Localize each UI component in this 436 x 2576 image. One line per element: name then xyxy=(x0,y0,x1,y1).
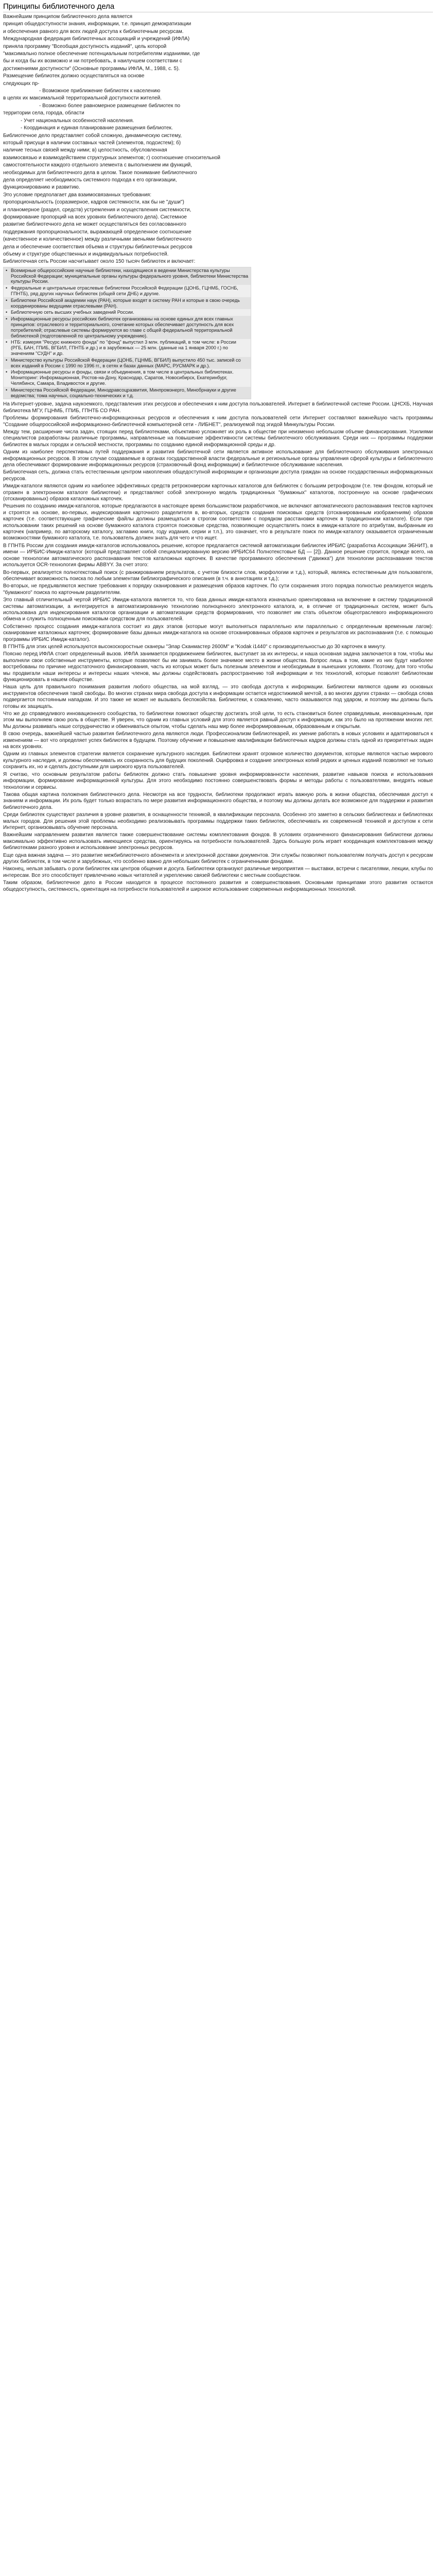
intro-line: функционированию и развитию. xyxy=(3,184,80,191)
list-item xyxy=(4,357,251,369)
intro-line: и обеспечения равного для всех людей доступа к библиотечным ресурсам. xyxy=(3,28,184,35)
document-page xyxy=(0,0,436,893)
paragraph: Проблемы формирования библиотечно-информационных ресурсов и обеспечения к ним доступа пользователей сети Интернет составляют важнейшую часть программы "Создание общероссийской информационно-библиотечной компьютерной сети - ЛИБНЕТ", реализуемой под эгидой Минкультуры России. xyxy=(3,415,433,428)
intro-line: взаимосвязью и взаимодействием структурных элементов; г) соотношение относительной xyxy=(3,155,221,161)
paragraph: Наконец, нельзя забывать о роли библиотек как центров общения и досуга. Библиотеки организуют различные мероприятия — выставки, встречи с писателями, лекции, клубы по интересам. Все это способствует привлечению новых читателей и укреплению связей библиотеки с местным сообществом. xyxy=(3,866,433,878)
paragraph: Еще одна важная задача — это развитие межбиблиотечного абонемента и электронной доставки документов. Эти службы позволяют пользователям получать доступ к ресурсам других библиотек, в том числе и зарубежных, что особенно важно для небольших библиотек с ограниченными фондами. xyxy=(3,852,433,865)
bullet-icon: • xyxy=(6,267,8,273)
intro-line: (качественное и количественное) между различными звеньями библиотечного xyxy=(3,236,192,243)
intro-line: поддержания пропорциональности, выражающей определенное соотношение xyxy=(3,229,191,235)
paragraph: Имидж-каталоги являются одним из наиболее эффективных средств ретроконверсии карточных каталогов для библиотек с большим ретрофондом (т.е. тем фондом, который не отражен в электронном каталоге библиотеки) и представляют собой электронную модель традиционных "бумажных" каталогов, построенную на основе графических (отсканированных) образов каталожных карточек. xyxy=(3,483,433,502)
intro-line: дела и обеспечение соответствия объема и структуры библиотечных ресурсов xyxy=(3,244,193,250)
list-item-text: Библиотечную сеть высших учебных заведений России. xyxy=(11,310,134,315)
paragraph: В свою очередь, важнейшей частью развития библиотечного дела являются люди. Профессионализм библиотекарей, их умение работать в новых условиях и адаптироваться к изменениям — вот что определяет успех библиотек в будущем. Поэтому обучение и повышение квалификации библиотечных кадров должны стать одной из приоритетных задач на всех уровнях. xyxy=(3,731,433,750)
paragraph: Между тем, расширение числа задач, стоящих перед библиотеками, объективно усложняет их роль в обществе при неизменно небольшом объеме финансирования. Усилиями специалистов разработаны различные программы, направленные на повышение эффективности системы библиотечного обслуживания. Среди них — программы поддержки библиотек в малых городах и сельской местности, программы по созданию единой информационной среды и др. xyxy=(3,429,433,448)
intro-line: "максимально полное обеспечение потенциальным потребителям изданиями, где xyxy=(3,51,200,57)
intro-line: наличие тесных связей между ними; в) целостность, обусловленная xyxy=(3,147,167,154)
paragraph: В ГПНТБ для этих целей используются высокоскоростные сканеры "Элар Сканмастер 2600М" и "Kodak i1440" с производительностью до 30 карточек в минуту. xyxy=(3,643,386,650)
principle-item: - Возможное приближение библиотек к населению xyxy=(39,88,161,94)
intro-line: пропорциональность (соразмерное, кадров системности, как бы не "души") xyxy=(3,199,184,206)
list-item xyxy=(4,316,251,339)
bullet-icon: • xyxy=(6,285,8,291)
list-item-text: НТБ: измеряя "Ресурс книжного фонда" по "фонд" выпустил 3 млн. публикаций, в том числе: в России (РГБ, БАН, ГПИБ, ВГБИЛ, ГПНТБ и др.) и в зарубежных — 25 млн. (данные на 1 января 2000 г.) по значениям "СУДН" и др. xyxy=(11,340,236,356)
list-item xyxy=(4,285,251,297)
bullet-icon: • xyxy=(6,357,8,363)
paragraph: Среди библиотек существуют различия в уровне развития, в оснащенности техникой, в квалификации персонала. Особенно это заметно в сельских библиотеках и библиотеках малых городов. Для решения этой проблемы необходимо реализовывать программы поддержки таких библиотек, обеспечивать их современной техникой и доступом к сети Интернет, организовывать обучение персонала. xyxy=(3,812,433,831)
intro-line: который присущи в наличии составных частей (элементов, подсистем); б) xyxy=(3,140,181,146)
paragraph: Во-вторых, не предъявляются жесткие требования к порядку сканирования и размещения образов карточек. По сути сохранения этого порядка полностью реализуется модель "бумажного" поиска по карточным разделителям. xyxy=(3,583,433,596)
paragraph: Собственно процесс создания имидж-каталога состоит из двух этапов (которые могут выполняться параллельно или параллельно с определенным временным лагом): сканирование каталожных карточек; формирование базы данных имидж-каталога на основе отсканированных образов карточек и результатов их распознавания (т.е. с помощью программы ИРБИС Имидж-каталог). xyxy=(3,623,433,642)
intro-line: Библиотечная сеть России насчитывает около 150 тысяч библиотек и включает: xyxy=(3,259,196,265)
bullet-icon: • xyxy=(6,340,8,345)
bullet-icon: • xyxy=(6,316,8,322)
intro-line: необходимых для библиотечного дела в целом. Такое понимание библиотечного xyxy=(3,170,197,176)
intro-line: территории села, города, области xyxy=(3,110,84,116)
bullet-icon: • xyxy=(6,297,8,303)
library-network-list xyxy=(3,267,251,400)
intro-section xyxy=(3,14,433,265)
list-item-text: Всемирные общероссийские научные библиотеки, находящиеся в ведении Министерства культуры Российской Федерации; муниципальные органы культуры федерального уровня, библиотеки Министерства культуры России. xyxy=(11,267,249,284)
paragraph: Такова общая картина положения библиотечного дела. Несмотря на все трудности, библиотеки продолжают играть важную роль в жизни общества, обеспечивая доступ к знаниям и информации. Их роль будет только возрастать по мере развития информационного общества, и поэтому мы должны делать все возможное для поддержки и развития библиотечного дела. xyxy=(3,791,433,810)
intro-line: принцип общедоступности знания, информации, т.е. принцип демократизации xyxy=(3,21,191,27)
list-item xyxy=(4,309,251,316)
list-item xyxy=(4,297,251,310)
paragraph: Одним из наиболее перспективных путей поддержания и развития библиотечной сети является активное использование для библиотечного обслуживания электронных информационных ресурсов. В этом случае создаваемые в органах государственной власти федеральные и региональные органы управления сферой культуры и библиотечного дела обеспечивают формирование информационных ресурсов (страховочный фонд информации) и библиотечное обслуживание населения. xyxy=(3,449,433,468)
list-item-text: Министерство культуры Российской Федерации (ЦОНБ, ГЦНМБ, ВГБИЛ) выпустило 450 тыс. записей со всех изданий в России с 1990 по 1996 гг., в сетях и базах данных (МАРС, РУСМАРК и др.). xyxy=(11,357,241,368)
list-item xyxy=(4,339,251,357)
principle-item: - Возможно более равномерное размещение библиотек по xyxy=(39,103,181,109)
bullet-icon: • xyxy=(6,387,8,393)
bullet-icon: • xyxy=(6,369,8,375)
paragraph: Я считаю, что основным результатом работы библиотек должно стать повышение уровня информированности населения, развитие навыков поиска и использования информации, формирование информационной культуры. Для этого необходимо постоянно совершенствовать формы и методы работы с пользователями, внедрять новые технологии и сервисы. xyxy=(3,771,433,790)
list-item xyxy=(4,267,251,285)
paragraph: Одним из главных элементов стратегии является сохранение культурного наследия. Библиотеки хранят огромное количество документов, которые являются частью мирового культурного наследия, и должны обеспечивать их сохранность для будущих поколений. Оцифровка и создание электронных копий редких и ценных изданий позволяют не только сохранить их, но и сделать доступными для широкого круга пользователей. xyxy=(3,751,433,770)
intro-line: Это условие предполагает два взаимосвязанных требования: xyxy=(3,192,151,198)
intro-line: в целях их максимальной территориальной доступности жителей. xyxy=(3,95,162,101)
list-item-text: Библиотеки Российской академии наук (РАН), которые входят в систему РАН и которые в свою очередь координированы ведущими отраслевыми (РАН). xyxy=(11,297,240,309)
paragraph: Во-первых, реализуется полнотекстовый поиск (с ранжированием результатов, с учетом близости слов, морфологии и т.д.), который, являясь естественным для пользователя, обеспечивает возможность поиска по любым элементам библиографического описания (в т.ч. в аннотациях и т.д.); xyxy=(3,569,433,582)
body-section xyxy=(3,401,433,893)
intro-line: Размещение библиотек должно осуществляться на основе xyxy=(3,73,145,79)
paragraph: Наша цель для правильного понимания развития любого общества, на мой взгляд, — это свобода доступа к информации. Библиотеки являются одним из основных инструментов обеспечения такой свободы. Во многих странах мира свобода доступа к информации остается недостижимой мечтой, а во многих других странах — свобода слова подвергается постоянным нападкам. И это также не может не вызывать беспокойства. Библиотеки, к сожалению, часто оказываются под ударом, и поэтому мы должны быть готовы их защищать. xyxy=(3,684,433,709)
intro-line: Важнейшим принципом библиотечного дела является xyxy=(3,14,133,20)
paragraph: Что же до справедливого инновационного сообщества, то библиотеки помогают обществу достигать этой цели, то есть становиться более справедливым, инновационным, при этом мы выполняем свою роль в обществе. Я уверен, что одним из главных условий для этого является равный доступ к информации, как это было на протяжении многих лет. Мы должны развивать наше сотрудничество и обмениваться опытом, чтобы сделать наш мир более информированным, образованным и открытым. xyxy=(3,711,433,730)
list-item-text: Информационные ресурсы российских библиотек организованы на основе единых для всех главных принципов: отраслевого и территориального, сочетание которых обеспечивает доступность для всех потребителей; отраслевые системы формируются во главе с общей федеральной территориальной библиотекой (подготовленной по центральному учреждению). xyxy=(11,316,234,338)
list-item-text: Информационные ресурсы и фонды, связи и объединения, в том числе в центральных библиотеках. Мониторинг: Информационная, Ростов-на-Дону, Краснодар, Саратов, Новосибирск, Екатеринбург, Челябинск, Самара, Владивосток и другие. xyxy=(11,369,234,386)
intro-line: самостоятельности каждого отдельного элемента с выполнением им функций, xyxy=(3,162,193,168)
intro-line: приняла программу "Всеобщая доступность изданий", цель которой xyxy=(3,43,167,49)
intro-line: Библиотечное дело представляет собой сложную, динамическую систему, xyxy=(3,132,182,139)
intro-line: дела определяет необходимость системного подхода к его организации, xyxy=(3,177,177,183)
paragraph: В ГПНТБ России для создания имидж-каталогов использовалось решение, которое предлагается системой автоматизации библиотек ИРБИС (разработка Ассоциации ЭБНИТ), в имени — ИРБИС-Имидж-каталог (который представляет собой специализированную версию ИРБИС64 Полнотекстовые БД — [2]). Данное решение строится, прежде всего, на основе технологии автоматического распознавания текстов каталожных карточек. В качестве программного обеспечения ("движка") для технологии распознавания текстов используется OCR-технология фирмы ABBYY. За счет этого: xyxy=(3,543,433,568)
list-item-text: Министерства Российской Федерации, Минздравсоцразвития, Минпромэнерго, Минобрнауки и другие ведомства; тома научных, социально-технических и т.д. xyxy=(11,387,236,398)
intro-line: и планомерное (раздел, средств) устремления и осуществления системности, xyxy=(3,207,191,213)
principle-item: - Учет национальных особенностей населения. xyxy=(21,117,134,124)
paragraph: Поясню перед ИФЛА стоит определенный вызов. ИФЛА занимается продвижением библиотек, выступает за их интересы, и наша основная задача заключается в том, чтобы мы выполняли свои собственные инструменты, которые позволяют бы им занимать более значимое место в жизни общества. Вопрос лишь в том, какие из них будут наиболее востребованы по причине недостаточного финансирования, часть из которых может быть полезным элементом и необходимым в нынешних условиях. Поэтому, для того чтобы мы продвигали наши интересы и интересы наших членов, мы должны содействовать распространению той информации и тех технологий, которые позволят библиотекам функционировать в нашем обществе. xyxy=(3,651,433,683)
paragraph: Решения по созданию имидж-каталогов, которые предлагаются в настоящее время большинством разработчиков, не включают автоматического распознавания текстов карточек и строятся на основе, во-первых, индексирования карточного разделителя в, во-вторых, средств создания поисковых средств (отсканированным изображениям) образов карточек (т.е. соответствующие графические файлы должны размещаться в строгом соответствии с порядком расстановки карточек в традиционном каталоге). Если при использовании таких решений на основе бумажного каталога строятся поисковые средства, позволяющие осуществлять поиск в имидж-каталоге по атрибутам, выбранным из карточек (например, по авторскому каталогу, заглавию книги, году издания, серии и т.п.), это означает, что в результате поиск по имидж-каталогу оказывается ограниченным возможностями бумажного каталога, т.е. пользователь должен знать для чего и что ищет. xyxy=(3,503,433,541)
intro-line: развитие библиотечного дела не может осуществляться без согласованного xyxy=(3,222,186,228)
paragraph: На Интернет-уровне, задача наукоемкого, представления этих ресурсов и обеспечения к ним доступа пользователей. Интернет в библиотечной системе России. ЦНСХБ, Научная библиотека МГУ, ГЦНМБ, ГПИБ, ГПНТБ СО РАН. xyxy=(3,401,433,414)
paragraph: Важнейшим направлением развития является также совершенствование системы комплектования фондов. В условиях ограниченного финансирования библиотеки должны максимально эффективно использовать имеющиеся средства, ориентируясь на потребности пользователей. Здесь большую роль играет координация комплектования между библиотеками разного уровня и использование электронных ресурсов. xyxy=(3,832,433,851)
paragraph: Это главный отличительный чертой ИРБИС Имидж-каталога является то, что база данных имидж-каталога изначально ориентирована на включение в систему традиционной системы автоматизации, а интегрируется в автоматизированную технологию полноценного электронного каталога, и, в отличие от традиционных систем, может быть использована для индексирования каталогов организации и автоматизации средств формирования, что позволяет им стать объектом общеотраслевого информационного обмена и служить полноценным поисковым средством для пользователей. xyxy=(3,597,433,622)
page-title: Принципы библиотечного дела xyxy=(3,2,433,12)
intro-line: следующих пр- xyxy=(3,80,40,87)
intro-line: формирование пропорций на всех уровнях библиотечного дела). Системное xyxy=(3,214,187,220)
paragraph: Библиотечная сеть, должна стать естественным центром накопления общедоступной информации и организации доступа граждан на основе государственных информационных ресурсов. xyxy=(3,469,433,482)
principle-item: - Координация и единая планирование размещения библиотек. xyxy=(21,125,173,131)
intro-line: достижениями доступности" (Основные программы ИФЛА, М., 1988, с. 5). xyxy=(3,65,180,72)
list-item-text: Федеральные и центральные отраслевые библиотеки Российской Федерации (ЦОНБ, ГЦНМБ, ГОСНБ, ГПНТБ), ряд других научных библиотек (общей сети ДНБ) и другие. xyxy=(11,285,238,296)
intro-line: Международная федерация библиотечных ассоциаций и учреждений (ИФЛА) xyxy=(3,36,190,42)
intro-line: бы и когда бы их возможно и ни потребовать, в наилучшем соответствии с xyxy=(3,58,182,64)
intro-line: объему и структуре общественных и индивидуальных потребностей. xyxy=(3,251,169,257)
list-item xyxy=(4,369,251,386)
list-item xyxy=(4,387,251,399)
bullet-icon: • xyxy=(6,310,8,315)
paragraph: Таким образом, библиотечное дело в России находится в процессе постоянного развития и совершенствования. Основными принципами этого развития остаются общедоступность, системность, ориентация на потребности пользователей и широкое использование современных информационных технологий. xyxy=(3,880,433,892)
